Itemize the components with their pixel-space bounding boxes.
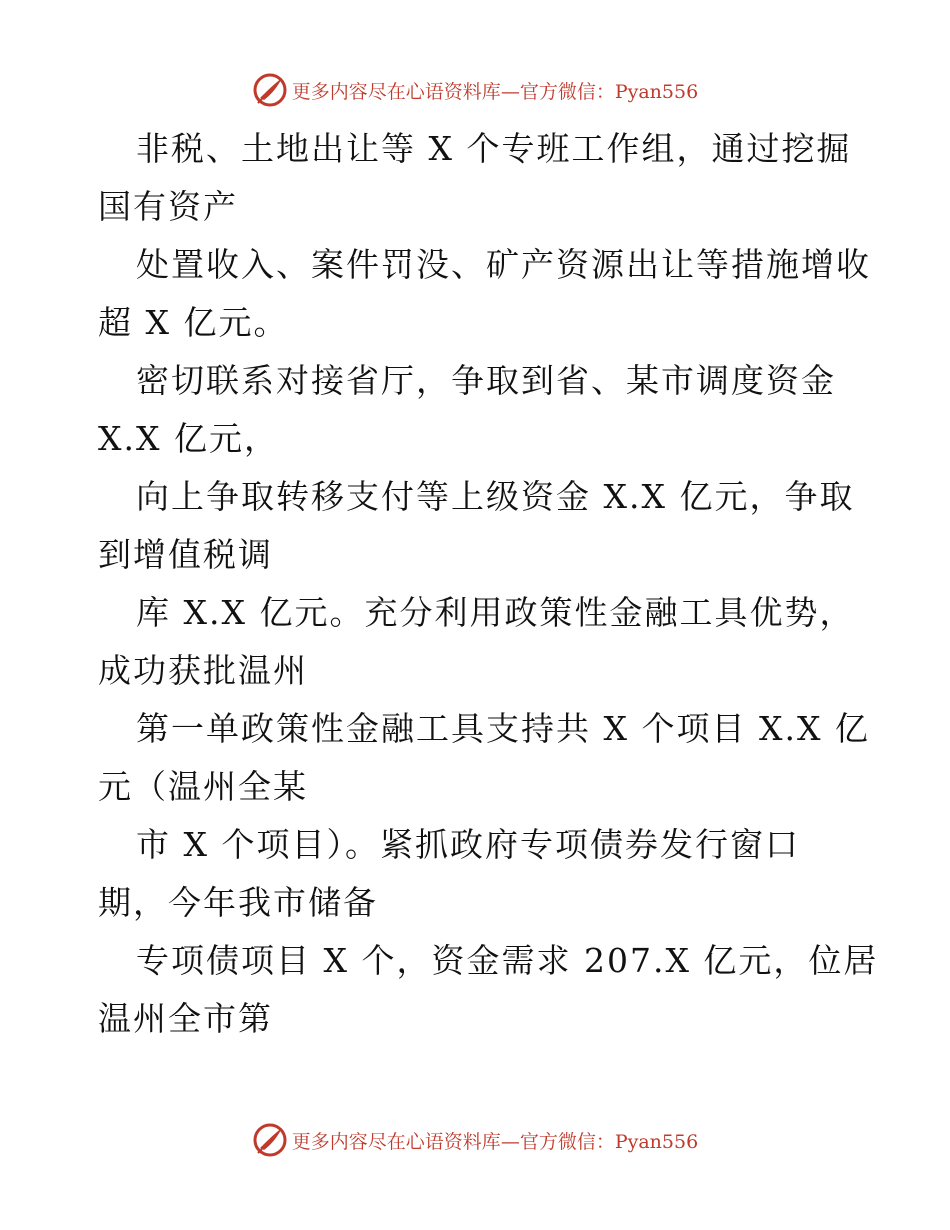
paragraph-line: 期，今年我市储备	[98, 883, 378, 922]
paragraph-line: 成功获批温州	[98, 651, 308, 690]
paragraph	[98, 120, 868, 236]
paragraph	[98, 932, 879, 1048]
paragraph	[98, 700, 868, 816]
paragraph	[98, 236, 871, 352]
paragraph-line: 向上争取转移支付等上级资金 X.X 亿元，争取	[136, 477, 855, 516]
paragraph-line: 超 X 亿元。	[98, 303, 289, 342]
paragraph-line: 密切联系对接省厅，争取到省、某市调度资金	[136, 361, 836, 400]
paragraph	[98, 352, 868, 468]
quill-logo-icon	[252, 1122, 288, 1158]
paragraph	[98, 816, 868, 932]
quill-logo-icon	[252, 72, 288, 108]
paragraph	[98, 584, 868, 700]
paragraph-line: X.X 亿元，	[98, 419, 279, 458]
paragraph-line: 第一单政策性金融工具支持共 X 个项目 X.X 亿	[136, 709, 870, 748]
paragraph-line: 温州全市第	[98, 999, 273, 1038]
top-watermark-banner	[0, 70, 950, 110]
paragraph-line: 国有资产	[98, 187, 238, 226]
paragraph-line: 专项债项目 X 个，资金需求 207.X 亿元，位居	[136, 941, 879, 980]
paragraph-line: 处置收入、案件罚没、矿产资源出让等措施增收	[136, 245, 871, 284]
watermark-text: 更多内容尽在心语资料库—官方微信：Pyan556	[291, 1130, 699, 1153]
watermark-text: 更多内容尽在心语资料库—官方微信：Pyan556	[291, 80, 699, 103]
document-body	[98, 120, 879, 1048]
paragraph-line: 到增值税调	[98, 535, 273, 574]
paragraph-line: 市 X 个项目）。紧抓政府专项债券发行窗口	[136, 825, 800, 864]
paragraph-line: 非税、土地出让等 X 个专班工作组，通过挖掘	[136, 129, 852, 168]
bottom-watermark-banner	[0, 1120, 950, 1160]
paragraph-line: 库 X.X 亿元。充分利用政策性金融工具优势，	[136, 593, 855, 632]
paragraph-line: 元（温州全某	[98, 767, 308, 806]
paragraph	[98, 468, 868, 584]
